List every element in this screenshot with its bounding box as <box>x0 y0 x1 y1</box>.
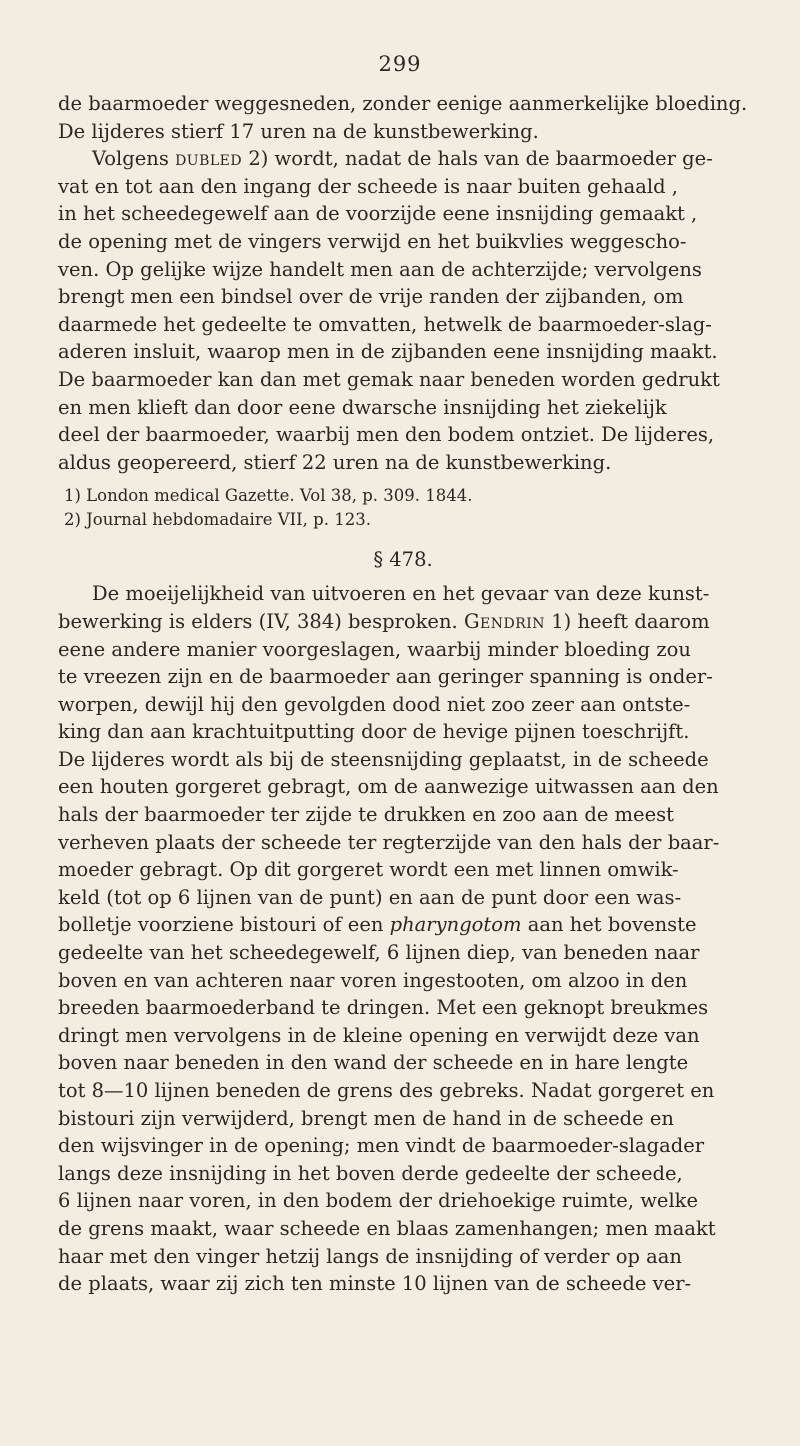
text-line: de plaats, waar zij zich ten minste 10 lijnen van de scheede ver- <box>58 1272 692 1296</box>
text-line: de opening met de vingers verwijd en het buikvlies weggescho- <box>58 229 687 253</box>
text-line: een houten gorgeret gebragt, om de aanwezige uitwassen aan den <box>58 775 719 799</box>
footnotes <box>58 484 748 532</box>
text-line: te vreezen zijn en de baarmoeder aan geringer spanning is onder- <box>58 665 713 689</box>
text-line: aldus geopereerd, stierf 22 uren na de kunstbewerking. <box>58 450 612 474</box>
text-line: in het scheedegewelf aan de voorzijde eene insnijding gemaakt , <box>58 202 698 226</box>
text-fragment: aan het bovenste <box>521 913 697 937</box>
page-number: 299 <box>378 52 422 76</box>
text-line: de baarmoeder weggesneden, zonder eenige aanmerkelijke bloeding. <box>58 92 748 115</box>
text-line: langs deze insnijding in het boven derde gedeelte der scheede, <box>58 1161 683 1185</box>
text-fragment: 1) heeft daarom <box>545 609 710 633</box>
author-name: dubled <box>175 147 243 171</box>
text-line: boven naar beneden in den wand der scheede en in hare lengte <box>58 1051 689 1075</box>
text-line: king dan aan krachtuitputting door de hevige pijnen toeschrijft. <box>58 720 690 744</box>
text-line: deel der baarmoeder, waarbij men den bodem ontziet. De lijderes, <box>58 423 715 447</box>
text-line: 6 lijnen naar voren, in den bodem der driehoekige ruimte, welke <box>58 1189 699 1213</box>
page-body <box>58 90 748 1298</box>
text-line: de grens maakt, waar scheede en blaas zamenhangen; men maakt <box>58 1216 716 1240</box>
text-line: verheven plaats der scheede ter regterzijde van den hals der baar- <box>58 830 720 854</box>
author-name: Gendrin <box>463 609 546 633</box>
text-fragment: bolletje voorziene bistouri of een <box>58 913 390 937</box>
text-line: en men klieft dan door eene dwarsche insnijding het ziekelijk <box>58 395 667 419</box>
text-fragment: bewerking is elders (IV, 384) besproken. <box>58 609 464 633</box>
text-line <box>58 608 748 636</box>
text-line <box>58 145 748 173</box>
text-fragment: 2) wordt, nadat de hals van de baarmoeder ge- <box>242 147 713 171</box>
text-line: worpen, dewijl hij den gevolgden dood niet zoo zeer aan ontste- <box>58 692 691 716</box>
text-line: dringt men vervolgens in de kleine opening en verwijdt deze van <box>58 1023 700 1047</box>
text-line: gedeelte van het scheedegewelf, 6 lijnen diep, van beneden naar <box>58 941 700 965</box>
text-line: haar met den vinger hetzij langs de insnijding of verder op aan <box>58 1244 682 1268</box>
text-line: bistouri zijn verwijderd, brengt men de hand in de scheede en <box>58 1106 674 1130</box>
text-fragment: Volgens <box>92 147 176 171</box>
text-line: brengt men een bindsel over de vrije randen der zijbanden, om <box>58 285 684 309</box>
text-line: aderen insluit, waarop men in de zijbanden eene insnijding maakt. <box>58 340 718 364</box>
text-line: moeder gebragt. Op dit gorgeret wordt een met linnen omwik- <box>58 858 679 882</box>
text-line: keld (tot op 6 lijnen van de punt) en aan de punt door een was- <box>58 885 682 909</box>
text-line: De lijderes stierf 17 uren na de kunstbewerking. <box>58 119 539 143</box>
text-line: De baarmoeder kan dan met gemak naar beneden worden gedrukt <box>58 367 720 391</box>
footnote: 1) London medical Gazette. Vol 38, p. 309. 1844. <box>64 486 473 506</box>
text-line: eene andere manier voorgeslagen, waarbij minder bloeding zou <box>58 637 691 661</box>
text-line: breeden baarmoederband te dringen. Met een geknopt breukmes <box>58 996 709 1020</box>
text-line: hals der baarmoeder ter zijde te drukken en zoo aan de meest <box>58 803 674 827</box>
text-line: De lijderes wordt als bij de steensnijding geplaatst, in de scheede <box>58 747 709 771</box>
text-line: vat en tot aan den ingang der scheede is naar buiten gehaald , <box>58 174 678 198</box>
footnote: 2) Journal hebdomadaire VII, p. 123. <box>64 510 371 530</box>
text-line: daarmede het gedeelte te omvatten, hetwelk de baarmoeder-slag- <box>58 312 712 336</box>
section-title: § 478. <box>373 548 433 572</box>
text-line <box>58 911 748 939</box>
text-line: den wijsvinger in de opening; men vindt de baarmoeder-slagader <box>58 1134 705 1158</box>
text-line: ven. Op gelijke wijze handelt men aan de achterzijde; vervolgens <box>58 257 702 281</box>
italic-term: pharyngotom <box>389 913 522 937</box>
text-line: tot 8—10 lijnen beneden de grens des gebreks. Nadat gorgeret en <box>58 1079 715 1102</box>
text-line: De moeijelijkheid van uitvoeren en het gevaar van deze kunst- <box>92 582 710 606</box>
text-line: boven en van achteren naar voren ingestooten, om alzoo in den <box>58 968 688 992</box>
